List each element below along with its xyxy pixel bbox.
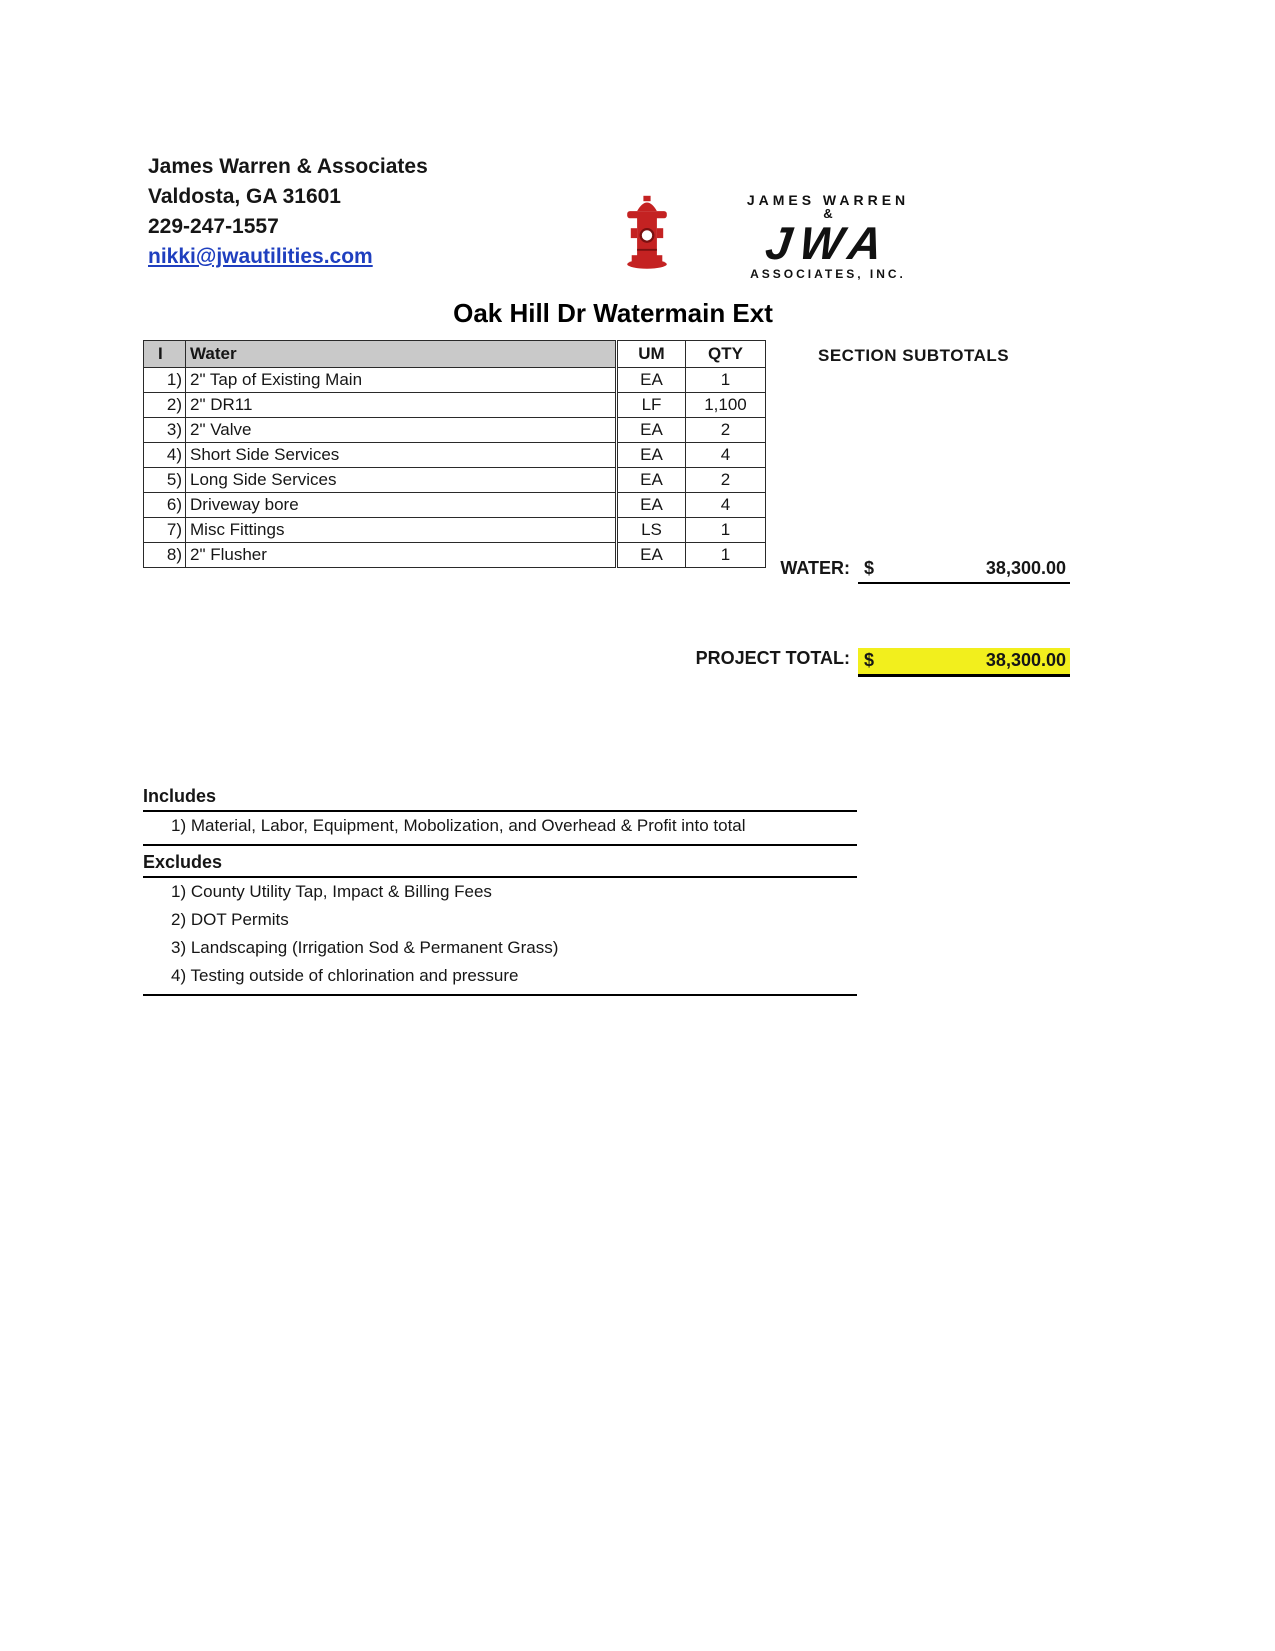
um-cell: EA xyxy=(618,443,686,468)
qty-cell: 2 xyxy=(686,468,766,493)
item-description: 2" DR11 xyxy=(186,393,616,418)
logo-text-top: JAMES WARREN xyxy=(746,192,910,208)
items-table xyxy=(143,340,616,568)
um-cell: EA xyxy=(618,493,686,518)
table-row xyxy=(618,443,766,468)
qty-cell: 1 xyxy=(686,543,766,568)
logo-monogram: JWA xyxy=(762,217,894,269)
um-qty-header-row xyxy=(618,341,766,368)
table-row xyxy=(144,493,616,518)
table-row xyxy=(144,468,616,493)
section-subtotals-header: SECTION SUBTOTALS xyxy=(818,346,1010,365)
company-phone: 229-247-1557 xyxy=(148,215,279,238)
items-table-header-row xyxy=(144,341,616,368)
qty-cell: 1 xyxy=(686,368,766,393)
um-cell: LS xyxy=(618,518,686,543)
table-row xyxy=(618,393,766,418)
project-total-amount-box xyxy=(858,648,1070,677)
item-description: 2" Valve xyxy=(186,418,616,443)
um-header: UM xyxy=(618,341,686,368)
table-row xyxy=(144,368,616,393)
qty-cell: 2 xyxy=(686,418,766,443)
project-total-value: 38,300.00 xyxy=(985,650,1066,670)
row-number: 8) xyxy=(144,543,186,568)
row-number: 3) xyxy=(144,418,186,443)
project-total-row xyxy=(550,648,1080,677)
table-row xyxy=(618,493,766,518)
item-description: Misc Fittings xyxy=(186,518,616,543)
um-qty-table xyxy=(617,340,766,568)
document-title: Oak Hill Dr Watermain Ext xyxy=(453,298,773,328)
water-subtotal-row xyxy=(640,558,1080,584)
excludes-section xyxy=(143,852,857,996)
excludes-item: 2) DOT Permits xyxy=(171,910,289,929)
row-number: 6) xyxy=(144,493,186,518)
item-description: Long Side Services xyxy=(186,468,616,493)
company-name: James Warren & Associates xyxy=(148,155,428,178)
company-logo xyxy=(718,192,938,281)
section-title: Water xyxy=(186,341,616,368)
item-description: 2" Flusher xyxy=(186,543,616,568)
row-number: 1) xyxy=(144,368,186,393)
um-cell: EA xyxy=(618,418,686,443)
table-row xyxy=(618,368,766,393)
fire-hydrant-icon xyxy=(620,190,674,275)
qty-header: QTY xyxy=(686,341,766,368)
table-row xyxy=(144,418,616,443)
excludes-heading: Excludes xyxy=(143,852,857,878)
logo-ampersand: & xyxy=(823,206,833,221)
currency-symbol: $ xyxy=(864,558,875,578)
letterhead xyxy=(148,152,428,272)
project-total-label: PROJECT TOTAL: xyxy=(695,648,850,668)
row-number: 4) xyxy=(144,443,186,468)
excludes-item: 1) County Utility Tap, Impact & Billing Fees xyxy=(171,882,492,901)
section-code: I xyxy=(144,341,186,368)
logo-text-bottom: ASSOCIATES, INC. xyxy=(750,267,906,281)
water-subtotal-value: 38,300.00 xyxy=(985,558,1066,578)
um-cell: EA xyxy=(618,368,686,393)
excludes-item: 4) Testing outside of chlorination and pressure xyxy=(143,962,857,996)
table-row xyxy=(618,518,766,543)
item-description: 2" Tap of Existing Main xyxy=(186,368,616,393)
includes-item: 1) Material, Labor, Equipment, Mobolization, and Overhead & Profit into total xyxy=(143,812,857,846)
row-number: 2) xyxy=(144,393,186,418)
qty-cell: 1,100 xyxy=(686,393,766,418)
row-number: 7) xyxy=(144,518,186,543)
includes-section xyxy=(143,786,857,846)
um-cell: EA xyxy=(618,468,686,493)
table-row xyxy=(618,468,766,493)
company-email-link[interactable]: nikki@jwautilities.com xyxy=(148,245,373,268)
currency-symbol: $ xyxy=(864,650,875,670)
item-description: Short Side Services xyxy=(186,443,616,468)
table-row xyxy=(144,518,616,543)
table-row xyxy=(144,393,616,418)
row-number: 5) xyxy=(144,468,186,493)
includes-heading: Includes xyxy=(143,786,857,812)
qty-cell: 4 xyxy=(686,443,766,468)
qty-cell: 4 xyxy=(686,493,766,518)
um-cell: LF xyxy=(618,393,686,418)
table-row xyxy=(144,443,616,468)
item-description: Driveway bore xyxy=(186,493,616,518)
company-address: Valdosta, GA 31601 xyxy=(148,185,341,208)
um-cell: EA xyxy=(618,543,686,568)
table-row xyxy=(618,418,766,443)
water-subtotal-label: WATER: xyxy=(780,558,850,578)
excludes-item: 3) Landscaping (Irrigation Sod & Permanent Grass) xyxy=(171,938,559,957)
water-subtotal-amount-box xyxy=(858,558,1070,584)
qty-cell: 1 xyxy=(686,518,766,543)
table-row xyxy=(144,543,616,568)
